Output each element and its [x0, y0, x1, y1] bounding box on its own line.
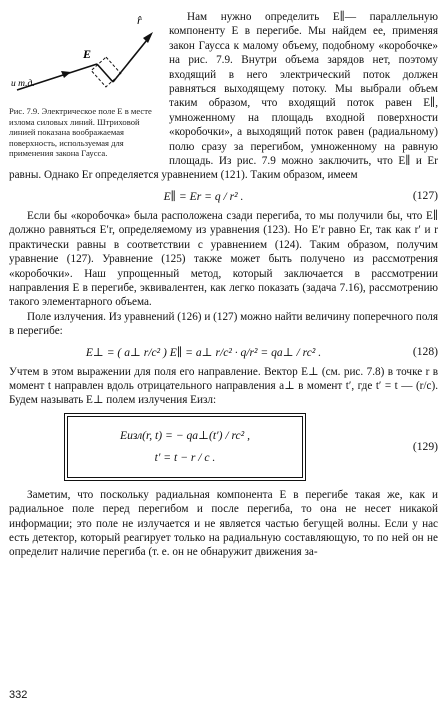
figure-caption: Рис. 7.9. Электрическое поле E в месте излома силовых линий. Штриховой линией показана воображаемая поверхность, используемая для применения закона Гаусса. — [9, 106, 152, 159]
equation-127-number: (127) — [412, 189, 438, 203]
label-etc: и т.д. — [11, 79, 35, 89]
figure-7-9 — [9, 12, 159, 159]
field-kink-diagram — [9, 12, 159, 104]
page-number: 332 — [9, 689, 28, 701]
equation-129 — [9, 416, 438, 478]
label-e: E — [83, 47, 92, 61]
paragraph-2: Если бы «коробочка» была расположена сзади перегиба, то мы получили бы, что E∥ должно равняться E′r, определяемому из уравнения (123). Но E′r равно Er, так как r′ и r практически равны в соответствии с уравнением (124). Таким образом, получим уравнение (127). Уравнение (125) также может быть получено из рассмотрения «коробочки». Наш упрощенный метод, который заключается в рассмотрении направления E в перегибе, эквивалентен, как легко показать (задача 7.16), рассмотрению такого элементарного объема. — [9, 209, 438, 309]
paragraph-4: Учтем в этом выражении для поля его направление. Вектор E⊥ (см. рис. 7.8) в точке r в момент t направлен вдоль отрицательного направления a⊥ в момент t′, где t′ = t — (r/c). Будем называть E⊥ полем излучения Eизл: — [9, 365, 438, 407]
equation-129-line-1: Eизл(r, t) = − qa⊥(t′) / rc² , — [120, 428, 250, 442]
paragraph-3: Поле излучения. Из уравнений (126) и (127) можно найти величину поперечного поля в перегибе: — [9, 310, 438, 338]
equation-129-box — [67, 416, 303, 478]
label-r: r̂ — [137, 13, 142, 27]
equation-129-number: (129) — [412, 440, 438, 454]
equation-128-number: (128) — [412, 345, 438, 359]
equation-128 — [9, 345, 438, 359]
equation-127-body: E∥ = Er = q / r² . — [163, 189, 244, 203]
paragraph-1: Нам нужно определить E∥— параллельную компоненту E в перегибе. Мы найдем ее, применяя закон Гаусса к малому объему, подобному «коробочке» на рис. 7.9. Внутри объема зарядов нет, поэтому входящий в него электрический поток должен равняться выходящему потоку. Мы выбрали объем таким образом, что входящий поток равен E∥, умноженному на площадь входной поверхности «коробочки», а выходящий поток равен (радиальному) полю сразу за перегибом, умноженному на равную площадь. Из рис. 7.9 можно заключить, что E∥ и Er равны. Однако Er определяется уравнением (121). Таким образом, имеем — [9, 11, 438, 182]
paragraph-5: Заметим, что поскольку радиальная компонента E в перегибе такая же, как и радиальное поле перед перегибом и после перегиба, то она не несет никакой информации; это поле не излучается и не является частью бегущей волны. Если у нас есть детектор, который реагирует только на радиальную составляющую, то по ней он не определит наличие перегиба (т. е. он не обнаружит движения за- — [9, 488, 438, 559]
equation-128-body: E⊥ = ( a⊥ r/c² ) E∥ = a⊥ r/c² · q/r² = qa⊥ / rc² . — [85, 345, 322, 359]
equation-127 — [9, 189, 438, 203]
equation-129-line-2: t′ = t − r / c . — [154, 450, 216, 464]
